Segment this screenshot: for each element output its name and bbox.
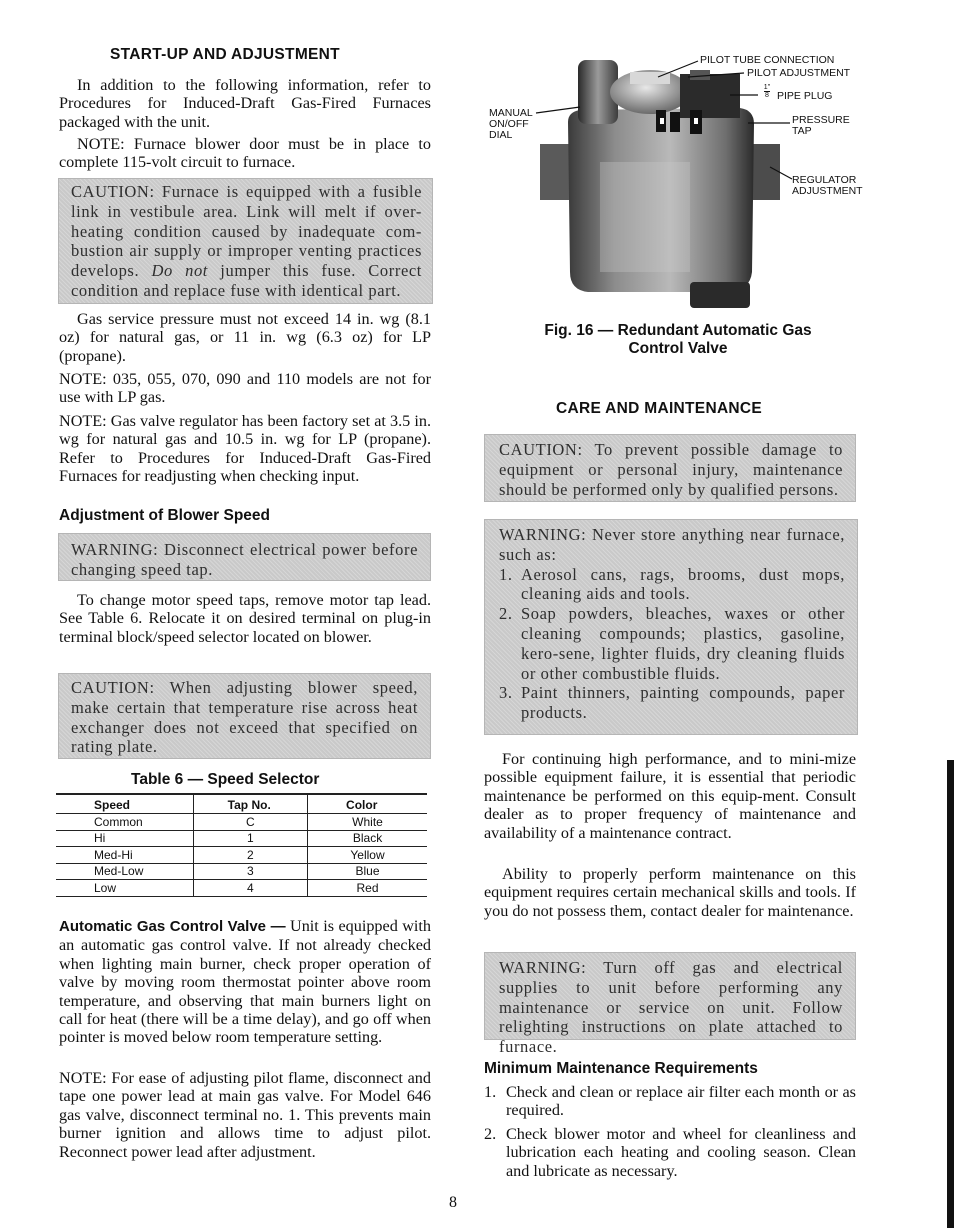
- list-item: 2. Soap powders, bleaches, waxes or other cleaning compounds; plastics, gasoline, kero-sene, lighter fluids, dry cleaning fluids or other combustible fluids.: [499, 604, 845, 683]
- label-pilot-tube: PILOT TUBE CONNECTION: [700, 54, 835, 66]
- cell-color: Yellow: [308, 847, 427, 864]
- start-up-heading: START-UP AND ADJUSTMENT: [110, 46, 340, 63]
- caution-blower-box: CAUTION: When adjusting blower speed, make certain that temperature rise across heat exchanger does not exceed that specified on rating plate.: [58, 673, 431, 759]
- care-maintenance-heading: CARE AND MAINTENANCE: [556, 400, 763, 417]
- cell-color: White: [308, 814, 427, 831]
- startup-paragraph: In addition to the following information, refer to Procedures for Induced-Draft Gas-Fired Furnaces packaged with the unit.: [59, 76, 431, 131]
- warning-disconnect-box: WARNING: Disconnect electrical power before changing speed tap.: [58, 533, 431, 581]
- caption-line-2: Control Valve: [628, 340, 728, 357]
- gas-pressure-paragraph: Gas service pressure must not exceed 14 in. wg (8.1 oz) for natural gas, or 11 in. wg (6.3 oz) for LP (propane).: [59, 310, 431, 365]
- caution-fuse-box: [58, 178, 433, 304]
- list-item: 3. Paint thinners, painting compounds, paper products.: [499, 683, 845, 723]
- cell-speed: Common: [56, 814, 193, 831]
- note-regulator: NOTE: Gas valve regulator has been factory set at 3.5 in. wg for natural gas and 10.5 in. wg for LP (propane). Refer to Procedures for Induced-Draft Gas-Fired Furnaces for readjusting when checking input.: [59, 412, 431, 486]
- table-header-row: [56, 794, 427, 814]
- label-tap: TAP: [792, 125, 812, 137]
- cell-tap: 3: [193, 863, 307, 880]
- table-title: Table 6 — Speed Selector: [131, 771, 320, 788]
- figure-caption: [484, 322, 872, 358]
- label-regulator: REGULATOR: [792, 174, 857, 186]
- caution-fuse-text-a: CAUTION: Furnace is equipped with a fusible link in vestibule area. Link will melt if over-heating condition caused by inadequate com-bustion air supply or improper venting practices develops.: [71, 182, 422, 281]
- cell-tap: 4: [193, 880, 307, 897]
- table-row: [56, 814, 427, 831]
- cell-tap: C: [193, 814, 307, 831]
- auto-gas-paragraph: [59, 917, 431, 1047]
- table-row: [56, 830, 427, 847]
- header-color: Color: [308, 794, 427, 814]
- label-on-off: ON/OFF: [489, 118, 529, 130]
- speed-selector-table: [56, 793, 427, 897]
- caution-fuse-italic: Do not: [151, 261, 208, 281]
- label-manual: MANUAL: [489, 107, 533, 119]
- list-item: 2. Check blower motor and wheel for cleanliness and lubrication each heating and cooling season. Clean and lubricate as necessary.: [484, 1124, 856, 1180]
- cell-color: Black: [308, 830, 427, 847]
- table-row: [56, 863, 427, 880]
- performance-paragraph: For continuing high performance, and to mini-mize possible equipment failure, it is essential that periodic maintenance be performed on this equip-ment. Consult dealer as to proper frequency of maintenance and availability of a maintenance contract.: [484, 750, 856, 842]
- pipe-plug-fraction: [762, 84, 772, 99]
- list-item: 1. Check and clean or replace air filter each month or as required.: [484, 1083, 856, 1120]
- fraction-den: 8: [765, 92, 769, 99]
- cell-speed: Low: [56, 880, 193, 897]
- cell-speed: Hi: [56, 830, 193, 847]
- ability-paragraph: Ability to properly perform maintenance on this equipment requires certain mechanical skills and tools. If you do not possess them, contact dealer for maintenance.: [484, 865, 856, 920]
- page-number: 8: [449, 1194, 457, 1211]
- scan-edge-strip: [947, 760, 954, 1228]
- warning-store-list: [499, 565, 845, 723]
- warning-store-intro: WARNING: Never store anything near furnace, such as:: [499, 525, 845, 564]
- auto-gas-text: Unit is equipped with an automatic gas control valve. If not already checked when lighting main burner, check proper operation of valve by moving room thermostat pointer above room temperature, and observing that main burners light on call for heat (there will be a time delay), and go off when pointer is moved below room temperature setting.: [59, 917, 431, 1047]
- cell-tap: 2: [193, 847, 307, 864]
- table-row: [56, 847, 427, 864]
- label-dial: DIAL: [489, 129, 513, 141]
- note-pilot: NOTE: For ease of adjusting pilot flame, disconnect and tape one power lead at main gas valve. For Model 646 gas valve, disconnect terminal no. 1. This prevents main burner ignition and allows time to adjust pilot. Reconnect power lead after adjustment.: [59, 1069, 431, 1161]
- cell-speed: Med-Hi: [56, 847, 193, 864]
- header-speed: Speed: [56, 794, 193, 814]
- blower-speed-heading: Adjustment of Blower Speed: [59, 507, 270, 524]
- label-pressure: PRESSURE: [792, 114, 850, 126]
- minimum-maintenance-list: [484, 1083, 856, 1185]
- cell-tap: 1: [193, 830, 307, 847]
- blower-paragraph: To change motor speed taps, remove motor tap lead. See Table 6. Relocate it on desired terminal on plug-in terminal block/speed selector located on blower.: [59, 591, 431, 646]
- cell-color: Blue: [308, 863, 427, 880]
- fraction-num: 1": [763, 84, 771, 91]
- caution-fuse-text-b: jumper this fuse. Correct condition and replace fuse with identical part.: [71, 261, 422, 300]
- minimum-maintenance-heading: Minimum Maintenance Requirements: [484, 1060, 758, 1077]
- warning-gas-box: WARNING: Turn off gas and electrical supplies to unit before performing any maintenance or service on unit. Follow relighting instructions on plate attached to furnace.: [484, 952, 856, 1040]
- note-models: NOTE: 035, 055, 070, 090 and 110 models are not for use with LP gas.: [59, 370, 431, 407]
- label-pipe-plug: PIPE PLUG: [777, 90, 833, 102]
- header-tap-no: Tap No.: [193, 794, 307, 814]
- label-pilot-adjustment: PILOT ADJUSTMENT: [747, 67, 851, 79]
- auto-gas-heading: Automatic Gas Control Valve —: [59, 918, 286, 935]
- label-adjustment: ADJUSTMENT: [792, 185, 863, 197]
- caution-care-box: CAUTION: To prevent possible damage to equipment or personal injury, maintenance should be performed only by qualified persons.: [484, 434, 856, 502]
- list-item: 1. Aerosol cans, rags, brooms, dust mops, cleaning aids and tools.: [499, 564, 845, 604]
- caption-line-1: Fig. 16 — Redundant Automatic Gas: [544, 322, 812, 339]
- note-blower-door: NOTE: Furnace blower door must be in place to complete 115-volt circuit to furnace.: [59, 135, 431, 172]
- table-row: [56, 880, 427, 897]
- warning-store-box: [484, 519, 858, 735]
- cell-speed: Med-Low: [56, 863, 193, 880]
- cell-color: Red: [308, 880, 427, 897]
